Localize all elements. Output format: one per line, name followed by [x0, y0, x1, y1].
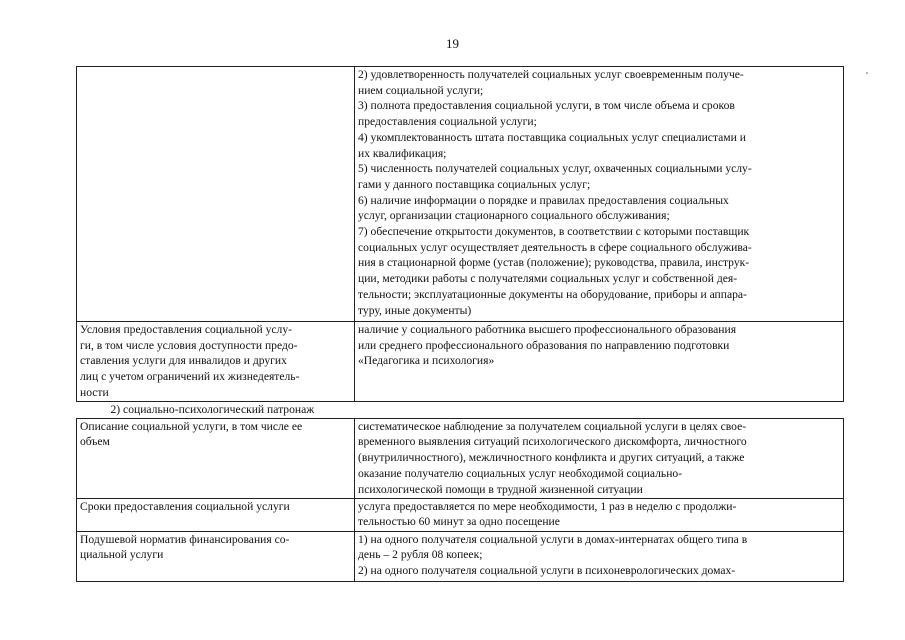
page-number: 19	[446, 36, 459, 51]
row-value-cell: 1) на одного получателя социальной услуги в домах-интернатах общего типа в день – 2 рубля 08 копеек; 2) на одного получателя социальной услуги в психоневрологических домах-	[355, 531, 844, 581]
table-row	[77, 418, 844, 498]
row-label-cell: Условия предоставления социальной услу- ги, в том числе условия доступности предо- ставления услуги для инвалидов и других лиц с учетом ограничений их жизнедеятель- ности	[77, 322, 355, 402]
section-heading: 2) социально-психологический патронаж	[77, 402, 844, 419]
row-value-cell: 2) удовлетворенность получателей социальных услуг своевременным получе- нием социальной услуги; 3) полнота предоставления социальной услуги, в том числе объема и сроков предоставления социальной услуги; 4) укомплектованность штата поставщика социальных услуг специалистами и их квалификация; 5) численность получателей социальных услуг, охваченных социальными услу- гами у данного поставщика социальных услуг; 6) наличие информации о порядке и правилах предоставления социальных услуг, организации стационарного социального обслуживания; 7) обеспечение открытости документов, в соответствии с которыми поставщик социальных услуг осуществляет деятельность в сфере социального обслужива- ния в стационарной форме (устав (положение); руководства, правила, инструк- ции, методики работы с получателями социальных услуг и собственной дея- тельности; эксплуатационные документы на оборудование, приборы и аппара- туру, иные документы)	[355, 67, 844, 322]
table-row	[77, 531, 844, 581]
row-value-cell: систематическое наблюдение за получателем социальной услуги в целях свое- временного выявления ситуаций психологического дискомфорта, личностного (внутриличностного), межличностного конфликта и других ситуаций, а также оказание получателю социальных услуг необходимой социально- психологической помощи в трудной жизненной ситуации	[355, 418, 844, 498]
service-standards-table	[76, 66, 844, 582]
table-row	[77, 67, 844, 322]
row-label-cell: Подушевой норматив финансирования со- циальной услуги	[77, 531, 355, 581]
section-heading-row	[77, 402, 844, 419]
row-value-cell: услуга предоставляется по мере необходимости, 1 раз в неделю с продолжи- тельностью 60 минут за одно посещение	[355, 498, 844, 531]
table-row	[77, 498, 844, 531]
row-label-cell: Описание социальной услуги, в том числе ее объем	[77, 418, 355, 498]
table-row	[77, 322, 844, 402]
scan-speck	[866, 72, 868, 74]
row-label-cell	[77, 67, 355, 322]
row-label-cell: Сроки предоставления социальной услуги	[77, 498, 355, 531]
row-value-cell: наличие у социального работника высшего профессионального образования или среднего профессионального образования по направлению подготовки «Педагогика и психология»	[355, 322, 844, 402]
